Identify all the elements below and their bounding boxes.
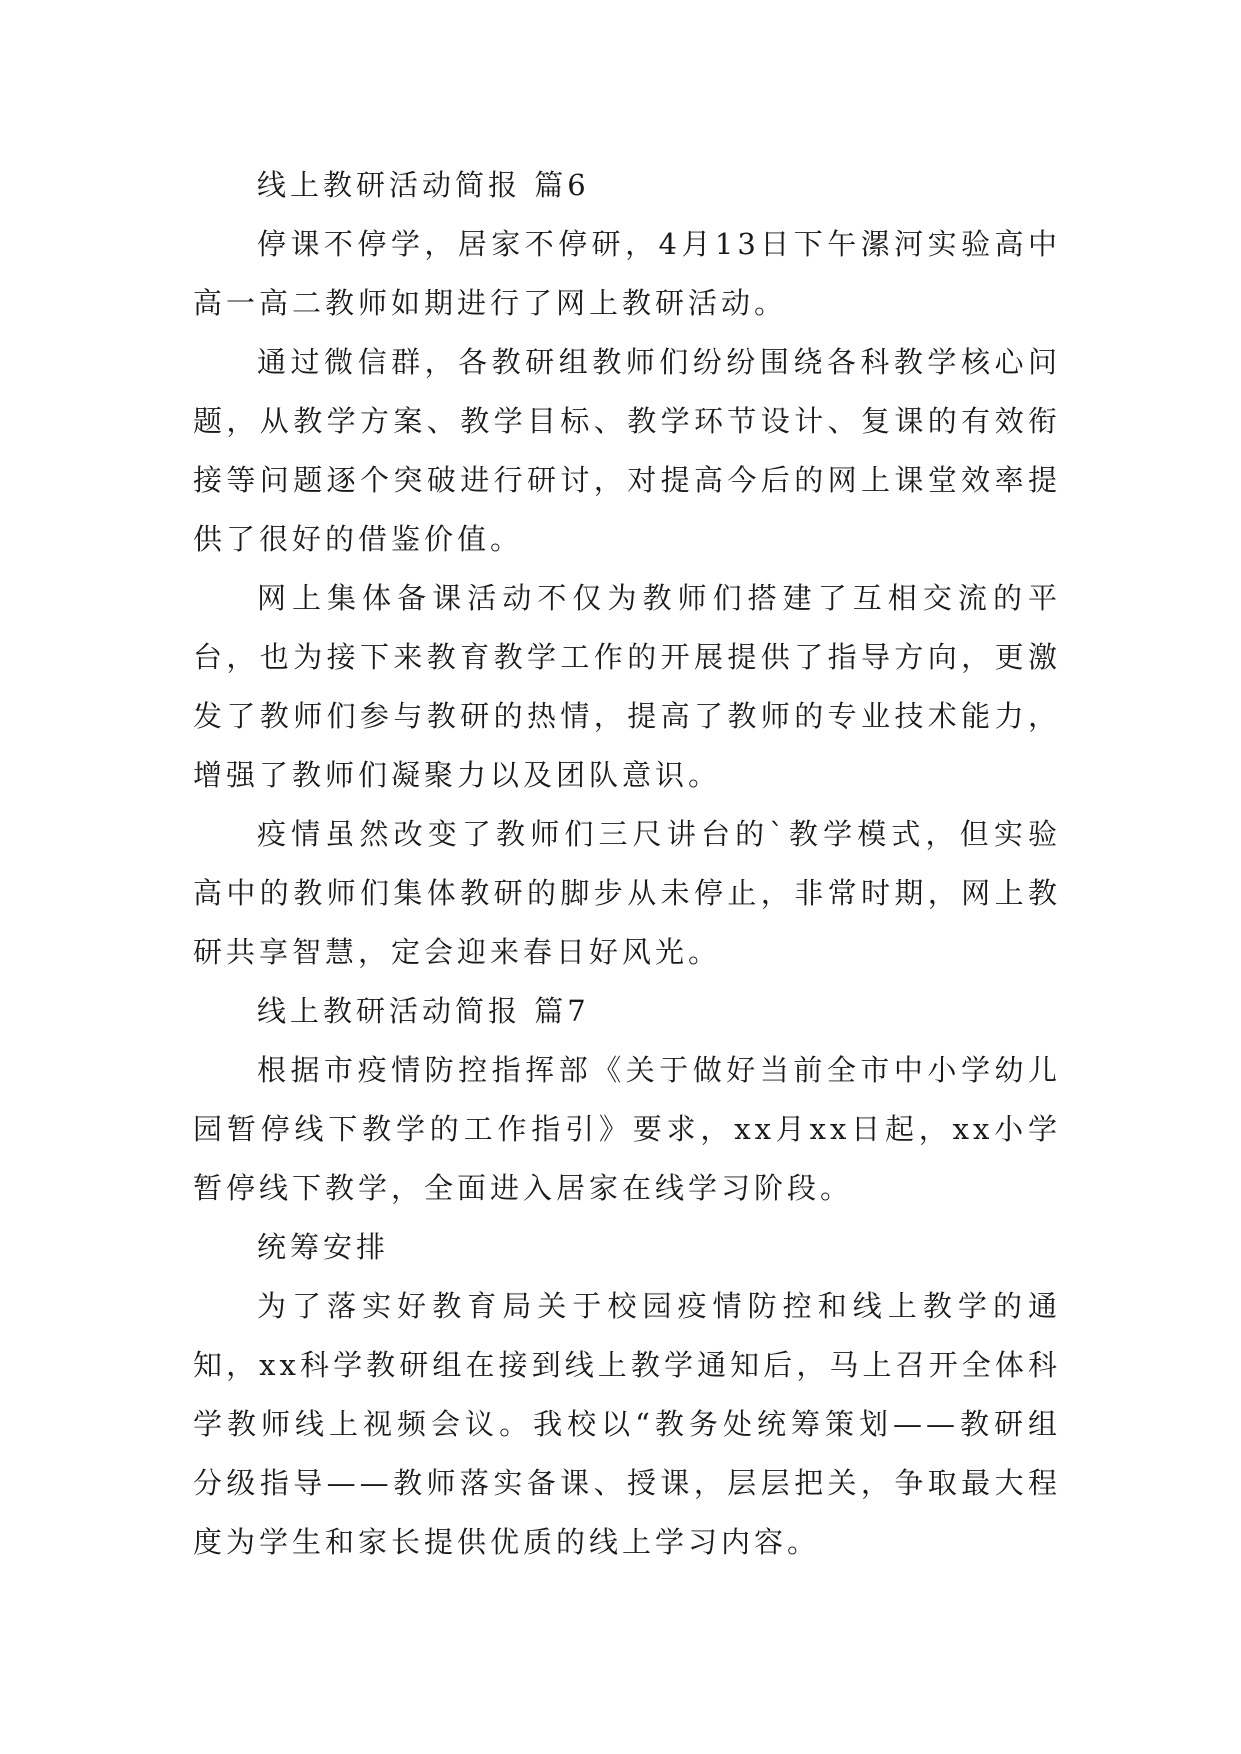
section-heading-6: 线上教研活动简报 篇6 bbox=[257, 168, 590, 202]
document-body bbox=[193, 156, 1061, 1572]
paragraph: 通过微信群，各教研组教师们纷纷围绕各科教学核心问题，从教学方案、教学目标、教学环节设计、复课的有效衔接等问题逐个突破进行研讨，对提高今后的网上课堂效率提供了很好的借鉴价值。 bbox=[193, 345, 1061, 556]
paragraph: 停课不停学，居家不停研，4月13日下午漯河实验高中高一高二教师如期进行了网上教研活动。 bbox=[193, 227, 1061, 320]
paragraph: 疫情虽然改变了教师们三尺讲台的`教学模式，但实验高中的教师们集体教研的脚步从未停止，非常时期，网上教研共享智慧，定会迎来春日好风光。 bbox=[193, 817, 1061, 969]
paragraph: 为了落实好教育局关于校园疫情防控和线上教学的通知，xx科学教研组在接到线上教学通知后，马上召开全体科学教师线上视频会议。我校以“教务处统筹策划——教研组分级指导——教师落实备课、授课，层层把关，争取最大程度为学生和家长提供优质的线上学习内容。 bbox=[193, 1289, 1061, 1559]
section-heading-7: 线上教研活动简报 篇7 bbox=[257, 994, 590, 1028]
subheading: 统筹安排 bbox=[257, 1230, 390, 1264]
paragraph: 根据市疫情防控指挥部《关于做好当前全市中小学幼儿园暂停线下教学的工作指引》要求，xx月xx日起，xx小学暂停线下教学，全面进入居家在线学习阶段。 bbox=[193, 1053, 1061, 1205]
paragraph: 网上集体备课活动不仅为教师们搭建了互相交流的平台，也为接下来教育教学工作的开展提供了指导方向，更激发了教师们参与教研的热情，提高了教师的专业技术能力，增强了教师们凝聚力以及团队意识。 bbox=[193, 581, 1061, 792]
